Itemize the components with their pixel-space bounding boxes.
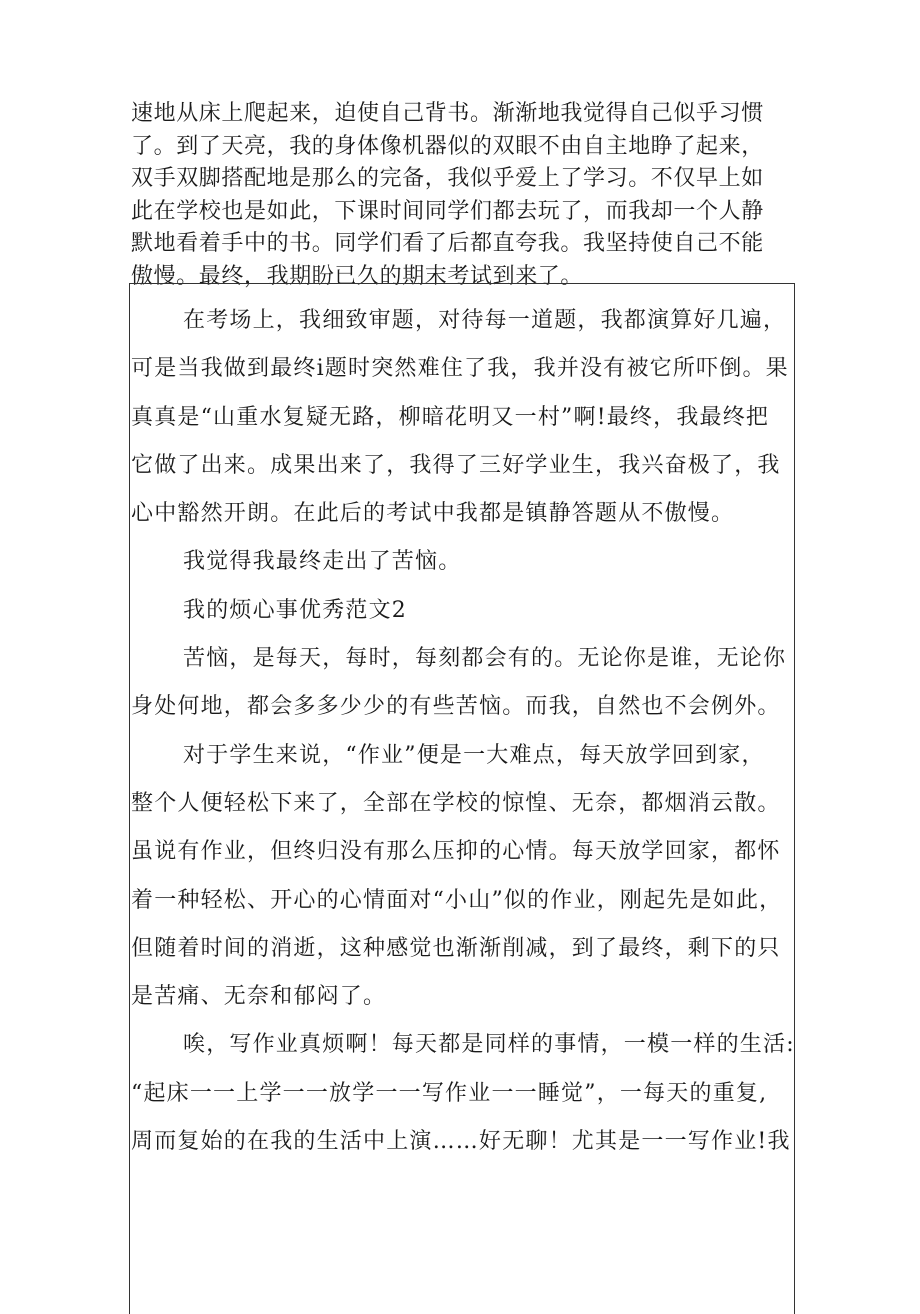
- text-line: 傲慢。最终，我期盼已久的期末考试到来了。: [131, 263, 584, 289]
- text-line: 它做了出来。成果出来了，我得了三好学业生，我兴奋极了，我: [131, 452, 781, 478]
- text-line: 着一种轻松、开心的心情面对“小山”似的作业，刚起先是如此，: [131, 887, 783, 913]
- bordered-text-box: [129, 283, 795, 1314]
- text-line: “起床一一上学一一放学一一写作业一一睡觉”，一每天的重复,: [131, 1080, 768, 1106]
- text-line: 整个人便轻松下来了，全部在学校的惊惶、无奈，都烟消云散。: [131, 790, 781, 816]
- paragraph-start-line: 对于学生来说，“作业”便是一大难点，每天放学回到家，: [183, 742, 765, 768]
- text-line: 是苦痛、无奈和郁闷了。: [131, 984, 387, 1010]
- text-line: 心中豁然开朗。在此后的考试中我都是镇静答题从不傲慢。: [131, 501, 735, 527]
- text-line: 周而复始的在我的生活中上演……好无聊！尤其是一一写作业!我: [131, 1129, 791, 1155]
- text-line: 默地看着手中的书。同学们看了后都直夸我。我坚持使自己不能: [131, 231, 764, 256]
- text-line: 可是当我做到最终i题时突然难住了我，我并没有被它所吓倒。果: [131, 356, 789, 382]
- text-line: 虽说有作业，但终归没有那么压抑的心情。每天放学回家，都怀: [131, 839, 781, 865]
- text-line: 身处何地，都会多多少少的有些苦恼。而我，自然也不会例外。: [131, 694, 781, 720]
- text-line: 此在学校也是如此，下课时间同学们都去玩了，而我却一个人静: [131, 198, 764, 224]
- paragraph-start-line: 苦恼，是每天，每时，每刻都会有的。无论你是谁，无论你: [183, 646, 787, 672]
- text-line: 真真是“山重水复疑无路，柳暗花明又一村”啊!最终，我最终把: [131, 404, 770, 430]
- text-line: 双手双脚搭配地是那么的完备，我似乎爱上了学习。不仅早上如: [131, 166, 764, 191]
- text-line: 速地从床上爬起来，迫使自己背书。渐渐地我觉得自己似乎习惯: [131, 101, 764, 126]
- boxed-content: [131, 297, 795, 1166]
- paragraph-start-line: 我觉得我最终走出了苦恼。: [183, 549, 462, 575]
- paragraph-start-line: 唉，写作业真烦啊！每天都是同样的事情，一模一样的生活:: [183, 1032, 795, 1058]
- paragraph-start-line: 在考场上，我细致审题，对待每一道题，我都演算好几遍，: [183, 308, 787, 333]
- text-line: 但随着时间的消逝，这种感觉也渐渐削减，到了最终，剩下的只: [131, 935, 781, 961]
- top-paragraph: [131, 98, 811, 293]
- text-line: 了。到了天亮，我的身体像机器似的双眼不由自主地睁了起来，: [131, 133, 764, 159]
- essay-title: 我的烦心事优秀范文2: [183, 597, 407, 623]
